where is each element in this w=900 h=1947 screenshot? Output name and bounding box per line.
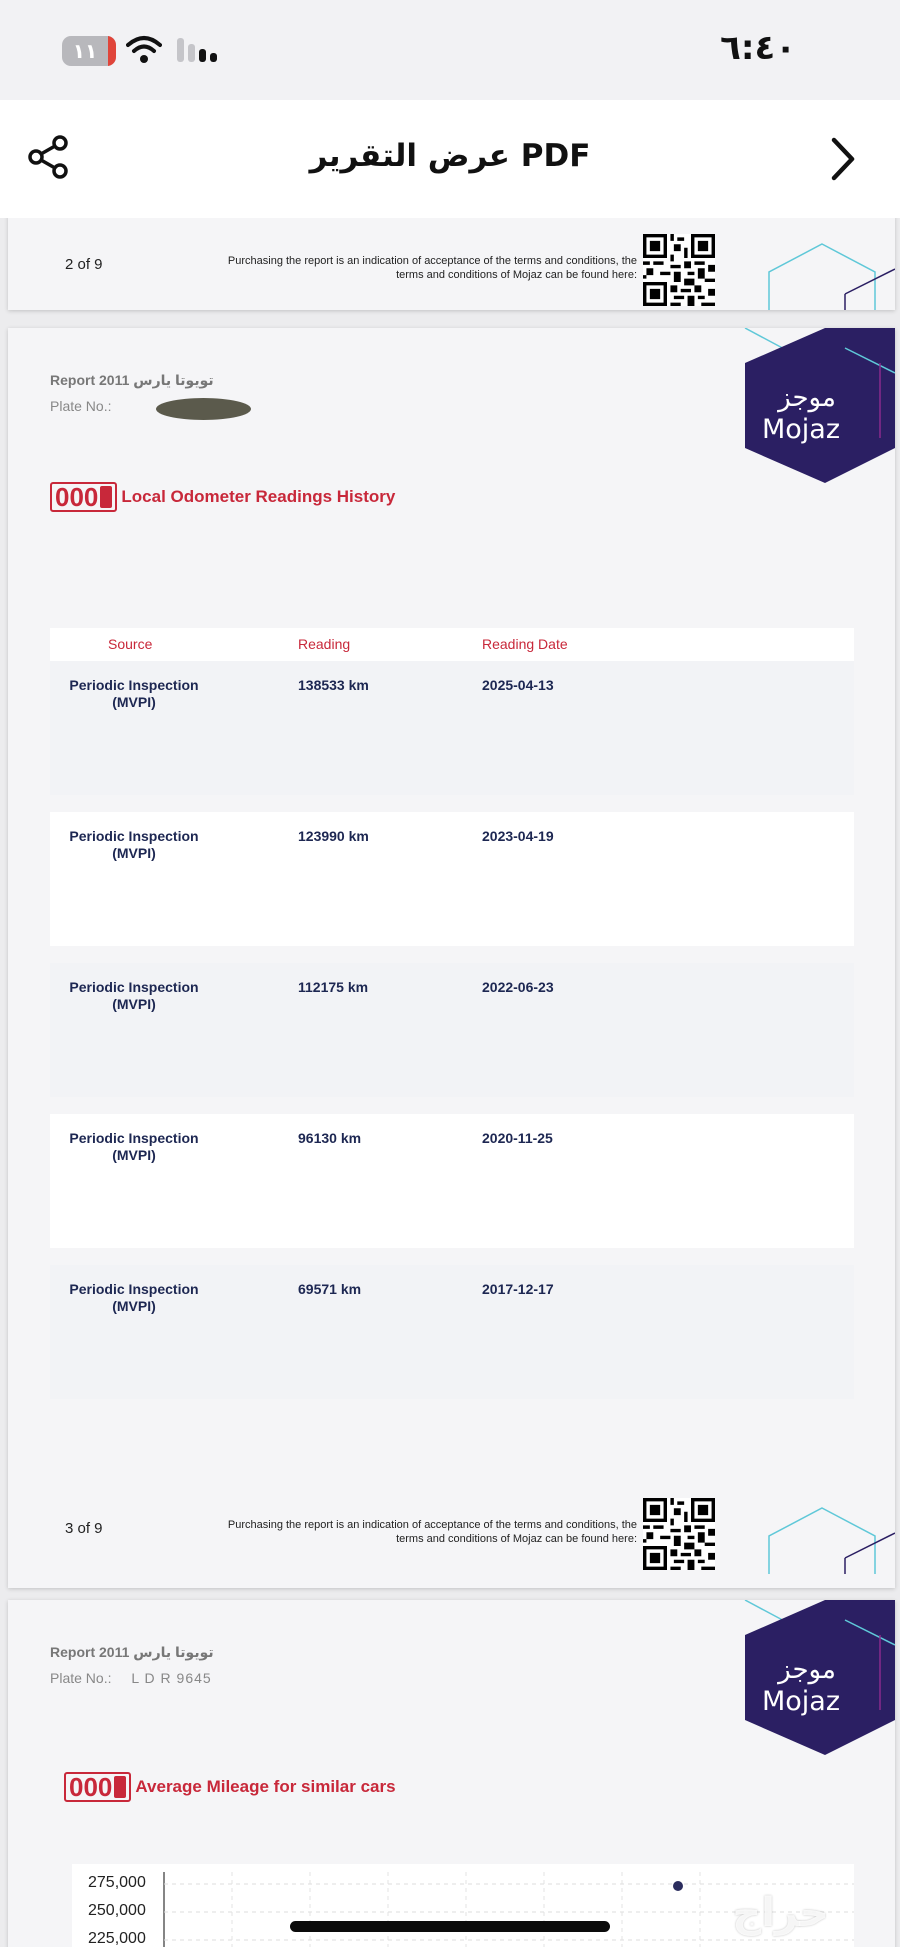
reading-cell: 69571 km [298,1281,362,1297]
table-row [50,963,854,1097]
date-cell: 2020-11-25 [482,1130,553,1146]
source-cell: Periodic Inspection (MVPI) [69,1130,199,1163]
hexagon-decoration [765,234,895,310]
nav-bar [0,100,900,218]
status-bar [0,0,900,100]
source-cell: Periodic Inspection (MVPI) [69,677,199,710]
svg-text:Mojaz: Mojaz [761,414,841,445]
qr-code-icon[interactable] [643,234,715,306]
cellular-signal-icon [176,36,220,64]
svg-text:Mojaz: Mojaz [761,1686,841,1717]
plate-number: Plate No.: [50,398,111,414]
table-header [50,628,854,661]
date-cell: 2017-12-17 [482,1281,554,1297]
y-tick-label: 250,000 [88,1902,146,1919]
mojaz-logo [735,328,895,488]
table-row [50,661,854,795]
page-number: 3 of 9 [65,1520,103,1537]
section-header [50,482,395,512]
battery-icon [62,36,116,66]
source-cell: Periodic Inspection (MVPI) [69,979,199,1012]
reading-cell: 138533 km [298,677,369,693]
column-header: Reading Date [482,636,568,652]
section-title: Local Odometer Readings History [121,487,396,506]
table-row [50,812,854,946]
terms-text: Purchasing the report is an indication of acceptance of the terms and conditions, the terms and conditions of Mojaz can be found here: [227,255,637,281]
pdf-page-3 [8,328,895,1588]
y-tick-label: 225,000 [88,1930,146,1947]
column-header: Source [108,636,153,652]
page-title: عرض التقرير PDF [309,138,591,174]
report-title: Report 2011 تويوتا يارس [50,372,214,388]
chevron-right-icon[interactable] [828,136,858,182]
source-cell: Periodic Inspection (MVPI) [69,1281,199,1314]
svg-text:موجز: موجز [778,383,836,413]
home-indicator[interactable] [290,1921,610,1932]
section-header [64,1772,396,1802]
terms-text: Purchasing the report is an indication of acceptance of the terms and conditions, the terms and conditions of Mojaz can be found here: [227,1519,637,1545]
watermark-logo: حراج [732,1890,829,1936]
date-cell: 2022-06-23 [482,979,554,995]
section-title: Average Mileage for similar cars [135,1777,396,1796]
odometer-icon: 000 [64,1772,131,1802]
date-cell: 2023-04-19 [482,828,554,844]
source-cell: Periodic Inspection (MVPI) [69,828,199,861]
date-cell: 2025-04-13 [482,677,554,693]
reading-cell: 96130 km [298,1130,362,1146]
column-header: Reading [298,636,351,652]
table-row [50,1114,854,1248]
report-title: Report 2011 تويوتا يارس [50,1644,214,1660]
page-number: 2 of 9 [65,256,103,273]
mojaz-logo [735,1600,895,1760]
svg-text:موجز: موجز [778,1655,836,1685]
y-tick-label: 275,000 [88,1874,146,1891]
plate-value: L D R 9645 [131,1670,212,1686]
plate-number: Plate No.: L D R 9645 [50,1670,212,1686]
wifi-icon [126,34,162,64]
pdf-viewer[interactable] [0,218,900,1947]
pdf-page-2 [8,218,895,310]
table-row [50,1265,854,1399]
hexagon-decoration [765,1498,895,1574]
redacted-plate [156,398,251,420]
qr-code-icon[interactable] [643,1498,715,1570]
clock: ٦:٤٠ [720,28,796,68]
reading-cell: 123990 km [298,828,369,844]
battery-level: ١١ [72,39,98,63]
odometer-icon: 000 [50,482,117,512]
reading-cell: 112175 km [298,979,369,995]
